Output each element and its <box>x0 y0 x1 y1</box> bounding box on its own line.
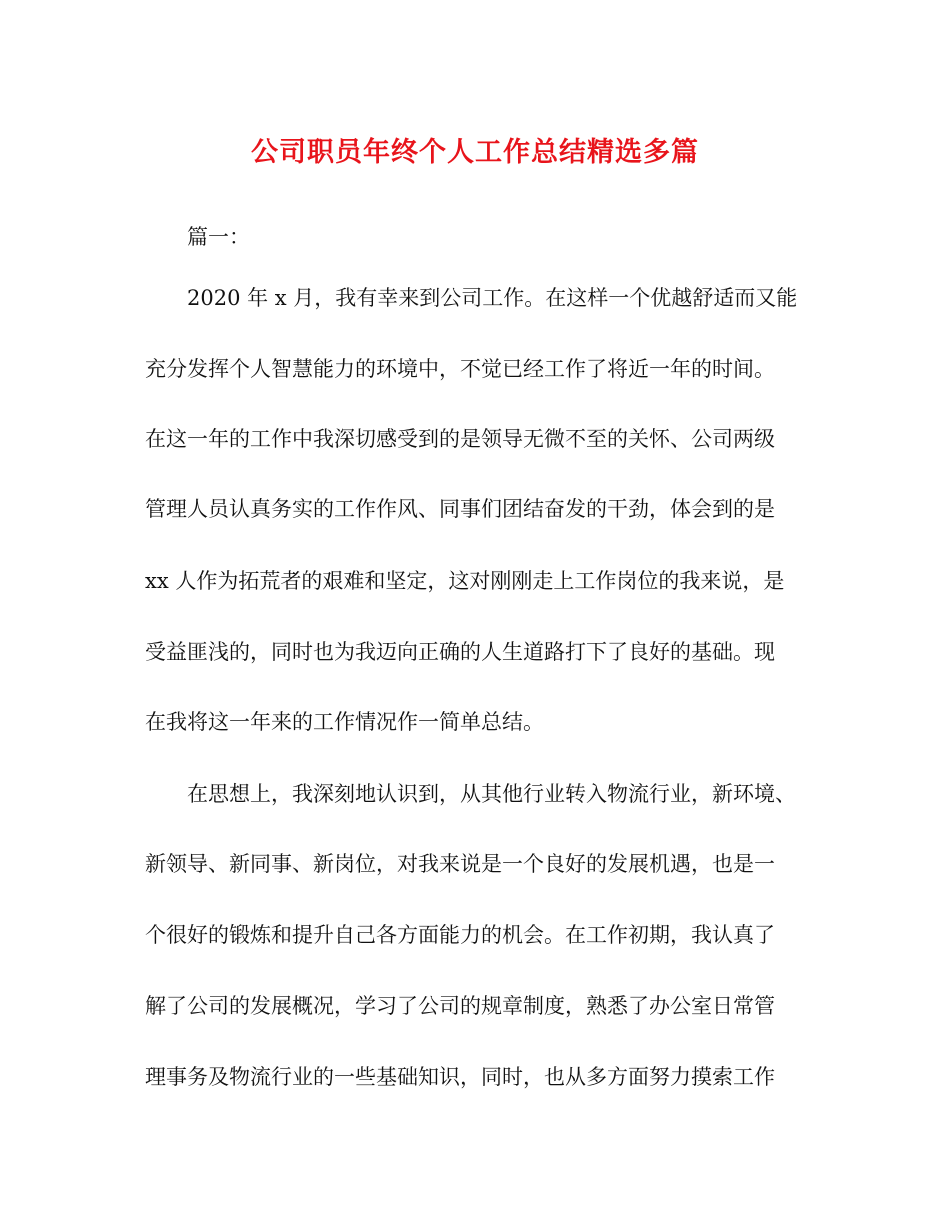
paragraph-line: 解了公司的发展概况，学习了公司的规章制度，熟悉了办公室日常管 <box>145 994 775 1018</box>
document-title: 公司职员年终个人工作总结精选多篇 <box>251 137 699 168</box>
paragraph-line: 个很好的锻炼和提升自己各方面能力的机会。在工作初期，我认真了 <box>145 923 775 947</box>
paragraph-line: 新领导、新同事、新岗位，对我来说是一个良好的发展机遇，也是一 <box>145 852 775 876</box>
paragraph-line: 理事务及物流行业的一些基础知识，同时，也从多方面努力摸索工作 <box>145 1065 775 1089</box>
paragraph-line: 在思想上，我深刻地认识到，从其他行业转入物流行业，新环境、 <box>187 782 796 806</box>
paragraph-line: 2020 年 x 月，我有幸来到公司工作。在这样一个优越舒适而又能 <box>187 286 798 310</box>
paragraph-line: xx 人作为拓荒者的艰难和坚定，这对刚刚走上工作岗位的我来说，是 <box>145 569 785 593</box>
paragraph-line: 充分发挥个人智慧能力的环境中，不觉已经工作了将近一年的时间。 <box>145 357 775 381</box>
paragraph-line: 在我将这一年来的工作情况作一简单总结。 <box>145 710 544 734</box>
paragraph-line: 受益匪浅的，同时也为我迈向正确的人生道路打下了良好的基础。现 <box>145 640 775 664</box>
section-heading: 篇一： <box>187 225 250 249</box>
paragraph-line: 在这一年的工作中我深切感受到的是领导无微不至的关怀、公司两级 <box>145 427 775 451</box>
paragraph-line: 管理人员认真务实的工作作风、同事们团结奋发的干劲，体会到的是 <box>145 497 775 521</box>
